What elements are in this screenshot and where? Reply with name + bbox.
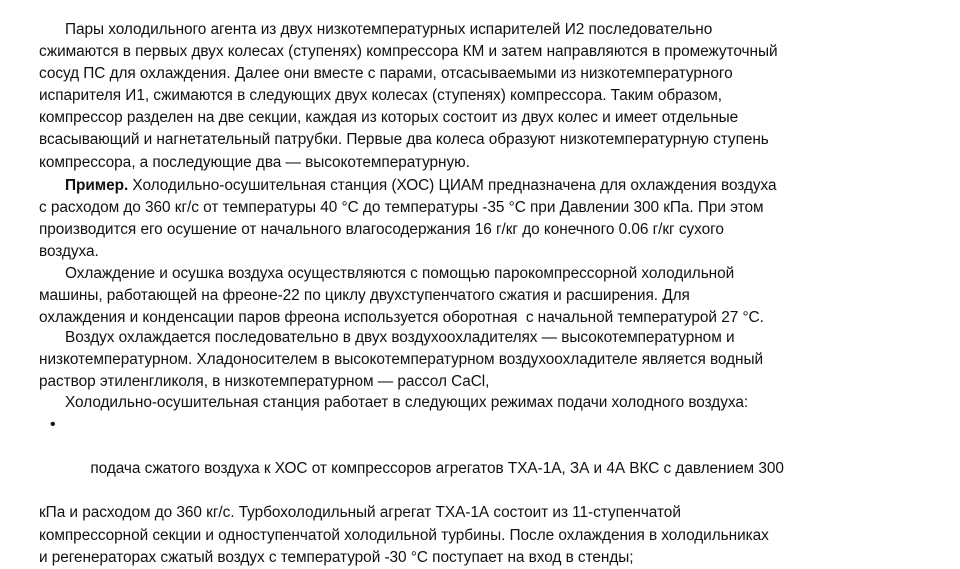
text-line: компрессора, а последующие два — высокотемпературную. bbox=[39, 153, 470, 171]
bullet-item bbox=[39, 414, 919, 502]
paragraph-compressor-description bbox=[39, 19, 919, 174]
paragraph-operating-modes bbox=[39, 392, 919, 569]
text-line: компрессорной секции и одноступенчатой холодильной турбины. После охлаждения в холодильниках bbox=[39, 526, 769, 544]
text-line: раствор этиленгликоля, в низкотемпературном — рассол CaCl, bbox=[39, 373, 490, 391]
text-line: производится его осушение от начального влагосодержания 16 г/кг до конечного 0.06 г/кг сухого bbox=[39, 221, 724, 239]
text-line: Воздух охлаждается последовательно в двух воздухоохладителях — высокотемпературном и bbox=[65, 329, 735, 346]
example-text: Холодильно-осушительная станция (ХОС) ЦИАМ предназначена для охлаждения воздуха bbox=[128, 177, 777, 194]
text-line: сосуд ПС для охлаждения. Далее они вместе с парами, отсасываемыми из низкотемпературного bbox=[39, 65, 733, 83]
paragraph-air-coolers bbox=[39, 327, 919, 393]
text-line bbox=[39, 175, 919, 197]
text-line: охлаждения и конденсации паров фреона используется оборотная с начальной температурой 27 °С. bbox=[39, 309, 764, 327]
text-line: машины, работающей на фреоне-22 по циклу двухступенчатого сжатия и расширения. Для bbox=[39, 287, 690, 305]
text-line: Пары холодильного агента из двух низкотемпературных испарителей И2 последовательно bbox=[65, 21, 713, 38]
text-line: с расходом до 360 кг/с от температуры 40 °С до температуры -35 °С при Давлении 300 кПа. При этом bbox=[39, 199, 764, 217]
text-line: воздуха. bbox=[39, 243, 99, 261]
text-line: низкотемпературном. Хладоносителем в высокотемпературном воздухоохладителе является водный bbox=[39, 351, 764, 369]
bullet-icon: • bbox=[50, 416, 56, 434]
text-line: и регенераторах сжатый воздух с температурой -30 °С поступает на вход в стенды; bbox=[39, 548, 634, 566]
example-label: Пример. bbox=[65, 177, 129, 194]
paragraph-example bbox=[39, 175, 919, 263]
text-line: сжимаются в первых двух колесах (ступенях) компрессора КМ и затем направляются в промежуточный bbox=[39, 43, 778, 61]
text-line: подача сжатого воздуха к ХОС от компрессоров агрегатов ТХА-1А, ЗА и 4А ВКС с давлением 300 bbox=[90, 460, 784, 478]
text-line: кПа и расходом до 360 кг/с. Турбохолодильный агрегат ТХА-1А состоит из 11-ступенчатой bbox=[39, 504, 681, 522]
text-line: Холодильно-осушительная станция работает в следующих режимах подачи холодного воздуха: bbox=[65, 394, 749, 411]
paragraph-cooling-machine bbox=[39, 263, 919, 329]
text-line: испарителя И1, сжимаются в следующих двух колесах (ступенях) компрессора. Таким образом, bbox=[39, 87, 723, 105]
text-line: всасывающий и нагнетательный патрубки. Первые два колеса образуют низкотемпературную ступень bbox=[39, 131, 769, 149]
text-line: Охлаждение и осушка воздуха осуществляются с помощью парокомпрессорной холодильной bbox=[65, 265, 735, 282]
text-line: компрессор разделен на две секции, каждая из которых состоит из двух колес и имеет отдельные bbox=[39, 109, 739, 127]
